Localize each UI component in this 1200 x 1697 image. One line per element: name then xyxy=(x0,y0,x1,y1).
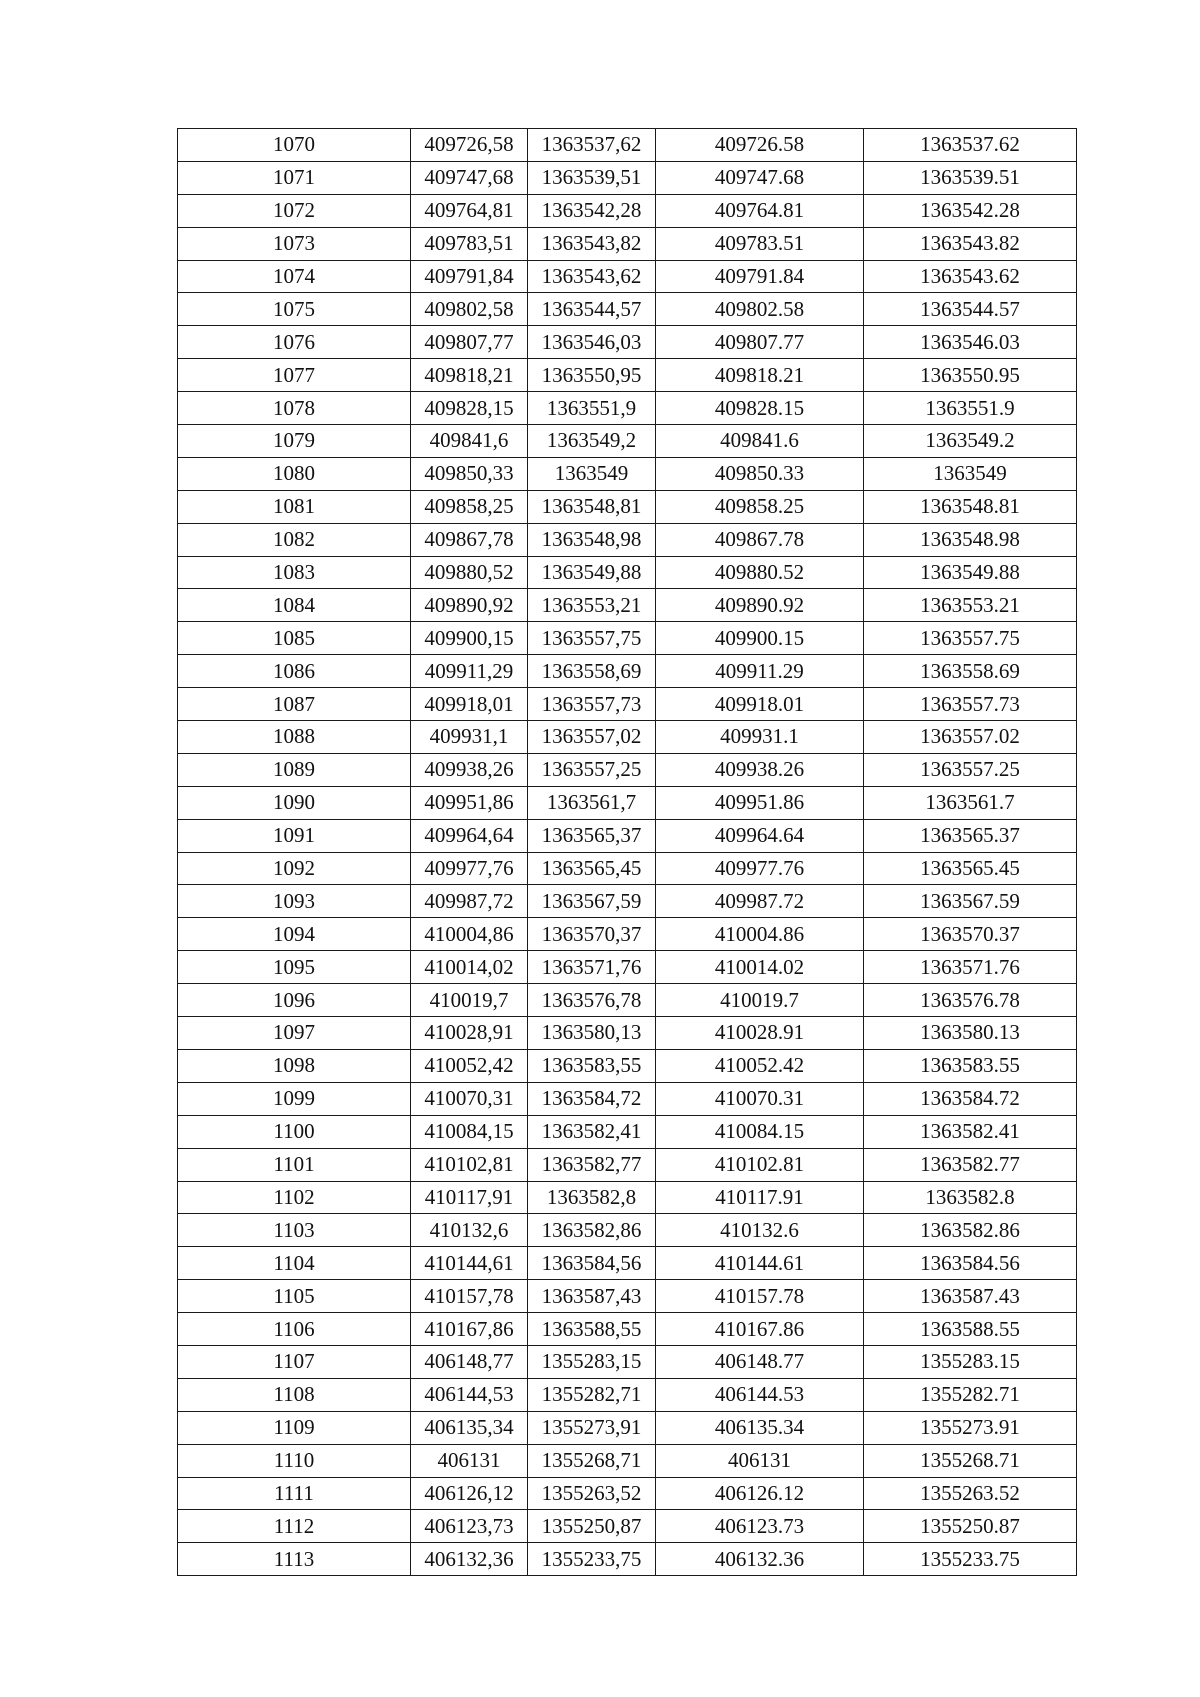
x-dot-cell: 406135.34 xyxy=(656,1411,864,1444)
y-comma-cell: 1363582,41 xyxy=(528,1115,656,1148)
table-row xyxy=(178,622,1077,655)
y-comma-cell: 1363565,45 xyxy=(528,852,656,885)
x-comma-cell: 410004,86 xyxy=(411,918,528,951)
table-row xyxy=(178,753,1077,786)
point-number-cell: 1085 xyxy=(178,622,411,655)
point-number-cell: 1073 xyxy=(178,227,411,260)
y-comma-cell: 1363548,98 xyxy=(528,523,656,556)
y-comma-cell: 1355263,52 xyxy=(528,1477,656,1510)
x-dot-cell: 409802.58 xyxy=(656,293,864,326)
x-dot-cell: 406144.53 xyxy=(656,1378,864,1411)
table-row xyxy=(178,1444,1077,1477)
y-comma-cell: 1355282,71 xyxy=(528,1378,656,1411)
point-number-cell: 1108 xyxy=(178,1378,411,1411)
x-comma-cell: 409918,01 xyxy=(411,688,528,721)
y-dot-cell: 1363561.7 xyxy=(864,786,1077,819)
x-comma-cell: 406132,36 xyxy=(411,1543,528,1576)
coordinates-table xyxy=(177,128,1077,1576)
y-dot-cell: 1363557.75 xyxy=(864,622,1077,655)
x-dot-cell: 410157.78 xyxy=(656,1280,864,1313)
x-dot-cell: 409951.86 xyxy=(656,786,864,819)
y-dot-cell: 1363588.55 xyxy=(864,1313,1077,1346)
x-dot-cell: 409850.33 xyxy=(656,457,864,490)
y-dot-cell: 1363587.43 xyxy=(864,1280,1077,1313)
y-comma-cell: 1363558,69 xyxy=(528,655,656,688)
x-dot-cell: 410014.02 xyxy=(656,951,864,984)
table-row xyxy=(178,1543,1077,1576)
point-number-cell: 1092 xyxy=(178,852,411,885)
y-dot-cell: 1363542.28 xyxy=(864,194,1077,227)
y-comma-cell: 1363565,37 xyxy=(528,819,656,852)
x-comma-cell: 406123,73 xyxy=(411,1510,528,1543)
x-dot-cell: 409726.58 xyxy=(656,129,864,162)
y-comma-cell: 1363584,56 xyxy=(528,1247,656,1280)
point-number-cell: 1105 xyxy=(178,1280,411,1313)
y-dot-cell: 1363582.41 xyxy=(864,1115,1077,1148)
point-number-cell: 1075 xyxy=(178,293,411,326)
point-number-cell: 1074 xyxy=(178,260,411,293)
x-comma-cell: 409764,81 xyxy=(411,194,528,227)
point-number-cell: 1099 xyxy=(178,1082,411,1115)
x-comma-cell: 409900,15 xyxy=(411,622,528,655)
x-dot-cell: 410052.42 xyxy=(656,1049,864,1082)
y-comma-cell: 1363544,57 xyxy=(528,293,656,326)
y-dot-cell: 1363546.03 xyxy=(864,326,1077,359)
y-dot-cell: 1363553.21 xyxy=(864,589,1077,622)
table-row xyxy=(178,918,1077,951)
y-dot-cell: 1363549.2 xyxy=(864,425,1077,458)
point-number-cell: 1098 xyxy=(178,1049,411,1082)
x-comma-cell: 410014,02 xyxy=(411,951,528,984)
x-comma-cell: 410102,81 xyxy=(411,1148,528,1181)
x-dot-cell: 409791.84 xyxy=(656,260,864,293)
point-number-cell: 1106 xyxy=(178,1313,411,1346)
point-number-cell: 1089 xyxy=(178,753,411,786)
table-row xyxy=(178,523,1077,556)
x-dot-cell: 406131 xyxy=(656,1444,864,1477)
y-comma-cell: 1363576,78 xyxy=(528,984,656,1017)
point-number-cell: 1088 xyxy=(178,721,411,754)
x-dot-cell: 409828.15 xyxy=(656,392,864,425)
table-row xyxy=(178,194,1077,227)
y-dot-cell: 1355282.71 xyxy=(864,1378,1077,1411)
x-comma-cell: 409828,15 xyxy=(411,392,528,425)
x-comma-cell: 410052,42 xyxy=(411,1049,528,1082)
y-dot-cell: 1363584.72 xyxy=(864,1082,1077,1115)
table-row xyxy=(178,1510,1077,1543)
table-row xyxy=(178,819,1077,852)
y-comma-cell: 1363553,21 xyxy=(528,589,656,622)
x-comma-cell: 409964,64 xyxy=(411,819,528,852)
x-comma-cell: 406131 xyxy=(411,1444,528,1477)
x-dot-cell: 409911.29 xyxy=(656,655,864,688)
table-row xyxy=(178,359,1077,392)
y-comma-cell: 1363542,28 xyxy=(528,194,656,227)
y-comma-cell: 1363549,88 xyxy=(528,556,656,589)
table-row xyxy=(178,885,1077,918)
table-row xyxy=(178,326,1077,359)
x-comma-cell: 409931,1 xyxy=(411,721,528,754)
point-number-cell: 1094 xyxy=(178,918,411,951)
table-row xyxy=(178,1115,1077,1148)
x-comma-cell: 406144,53 xyxy=(411,1378,528,1411)
point-number-cell: 1095 xyxy=(178,951,411,984)
x-dot-cell: 409890.92 xyxy=(656,589,864,622)
x-comma-cell: 409850,33 xyxy=(411,457,528,490)
point-number-cell: 1078 xyxy=(178,392,411,425)
x-dot-cell: 410117.91 xyxy=(656,1181,864,1214)
y-dot-cell: 1363557.02 xyxy=(864,721,1077,754)
table-row xyxy=(178,721,1077,754)
y-dot-cell: 1355233.75 xyxy=(864,1543,1077,1576)
y-comma-cell: 1363557,75 xyxy=(528,622,656,655)
x-comma-cell: 410028,91 xyxy=(411,1017,528,1050)
table-row xyxy=(178,1214,1077,1247)
y-comma-cell: 1363570,37 xyxy=(528,918,656,951)
x-dot-cell: 406132.36 xyxy=(656,1543,864,1576)
y-comma-cell: 1363549 xyxy=(528,457,656,490)
y-comma-cell: 1363543,82 xyxy=(528,227,656,260)
y-dot-cell: 1363583.55 xyxy=(864,1049,1077,1082)
y-comma-cell: 1363543,62 xyxy=(528,260,656,293)
table-row xyxy=(178,1280,1077,1313)
y-comma-cell: 1363548,81 xyxy=(528,490,656,523)
x-comma-cell: 410132,6 xyxy=(411,1214,528,1247)
y-dot-cell: 1363570.37 xyxy=(864,918,1077,951)
y-dot-cell: 1363565.45 xyxy=(864,852,1077,885)
y-comma-cell: 1363557,73 xyxy=(528,688,656,721)
x-comma-cell: 410084,15 xyxy=(411,1115,528,1148)
point-number-cell: 1080 xyxy=(178,457,411,490)
point-number-cell: 1082 xyxy=(178,523,411,556)
y-dot-cell: 1363544.57 xyxy=(864,293,1077,326)
y-dot-cell: 1363584.56 xyxy=(864,1247,1077,1280)
coordinates-table-body xyxy=(178,129,1077,1576)
point-number-cell: 1086 xyxy=(178,655,411,688)
y-comma-cell: 1355250,87 xyxy=(528,1510,656,1543)
x-dot-cell: 409867.78 xyxy=(656,523,864,556)
point-number-cell: 1072 xyxy=(178,194,411,227)
y-dot-cell: 1363543.82 xyxy=(864,227,1077,260)
point-number-cell: 1100 xyxy=(178,1115,411,1148)
y-dot-cell: 1355268.71 xyxy=(864,1444,1077,1477)
y-comma-cell: 1363571,76 xyxy=(528,951,656,984)
point-number-cell: 1079 xyxy=(178,425,411,458)
table-row xyxy=(178,1181,1077,1214)
x-comma-cell: 410070,31 xyxy=(411,1082,528,1115)
point-number-cell: 1096 xyxy=(178,984,411,1017)
x-dot-cell: 409938.26 xyxy=(656,753,864,786)
x-dot-cell: 409900.15 xyxy=(656,622,864,655)
y-dot-cell: 1363582.86 xyxy=(864,1214,1077,1247)
y-comma-cell: 1363567,59 xyxy=(528,885,656,918)
y-dot-cell: 1363571.76 xyxy=(864,951,1077,984)
x-dot-cell: 410167.86 xyxy=(656,1313,864,1346)
y-dot-cell: 1355250.87 xyxy=(864,1510,1077,1543)
x-comma-cell: 409911,29 xyxy=(411,655,528,688)
y-dot-cell: 1363557.73 xyxy=(864,688,1077,721)
point-number-cell: 1097 xyxy=(178,1017,411,1050)
table-row xyxy=(178,293,1077,326)
point-number-cell: 1076 xyxy=(178,326,411,359)
x-comma-cell: 410167,86 xyxy=(411,1313,528,1346)
x-comma-cell: 409951,86 xyxy=(411,786,528,819)
x-dot-cell: 410019.7 xyxy=(656,984,864,1017)
point-number-cell: 1093 xyxy=(178,885,411,918)
x-comma-cell: 410157,78 xyxy=(411,1280,528,1313)
y-comma-cell: 1363550,95 xyxy=(528,359,656,392)
point-number-cell: 1091 xyxy=(178,819,411,852)
y-comma-cell: 1355273,91 xyxy=(528,1411,656,1444)
x-dot-cell: 409807.77 xyxy=(656,326,864,359)
y-comma-cell: 1363557,02 xyxy=(528,721,656,754)
table-row xyxy=(178,688,1077,721)
point-number-cell: 1103 xyxy=(178,1214,411,1247)
x-comma-cell: 409880,52 xyxy=(411,556,528,589)
y-dot-cell: 1363539.51 xyxy=(864,161,1077,194)
x-comma-cell: 409977,76 xyxy=(411,852,528,885)
table-row xyxy=(178,1148,1077,1181)
point-number-cell: 1071 xyxy=(178,161,411,194)
point-number-cell: 1104 xyxy=(178,1247,411,1280)
y-dot-cell: 1363582.8 xyxy=(864,1181,1077,1214)
y-dot-cell: 1355283.15 xyxy=(864,1345,1077,1378)
y-comma-cell: 1363587,43 xyxy=(528,1280,656,1313)
y-comma-cell: 1355268,71 xyxy=(528,1444,656,1477)
point-number-cell: 1081 xyxy=(178,490,411,523)
table-row xyxy=(178,161,1077,194)
table-row xyxy=(178,227,1077,260)
x-comma-cell: 409867,78 xyxy=(411,523,528,556)
x-comma-cell: 406148,77 xyxy=(411,1345,528,1378)
table-row xyxy=(178,589,1077,622)
point-number-cell: 1101 xyxy=(178,1148,411,1181)
y-dot-cell: 1355273.91 xyxy=(864,1411,1077,1444)
table-row xyxy=(178,425,1077,458)
x-comma-cell: 410019,7 xyxy=(411,984,528,1017)
point-number-cell: 1112 xyxy=(178,1510,411,1543)
x-dot-cell: 409964.64 xyxy=(656,819,864,852)
table-row xyxy=(178,1345,1077,1378)
table-row xyxy=(178,984,1077,1017)
x-dot-cell: 410004.86 xyxy=(656,918,864,951)
table-row xyxy=(178,852,1077,885)
y-comma-cell: 1363551,9 xyxy=(528,392,656,425)
x-comma-cell: 409802,58 xyxy=(411,293,528,326)
point-number-cell: 1077 xyxy=(178,359,411,392)
x-comma-cell: 410144,61 xyxy=(411,1247,528,1280)
table-row xyxy=(178,1378,1077,1411)
y-comma-cell: 1363580,13 xyxy=(528,1017,656,1050)
table-row xyxy=(178,260,1077,293)
y-dot-cell: 1363550.95 xyxy=(864,359,1077,392)
x-comma-cell: 406126,12 xyxy=(411,1477,528,1510)
y-comma-cell: 1363582,77 xyxy=(528,1148,656,1181)
table-row xyxy=(178,655,1077,688)
point-number-cell: 1087 xyxy=(178,688,411,721)
x-dot-cell: 409918.01 xyxy=(656,688,864,721)
table-row xyxy=(178,392,1077,425)
x-dot-cell: 409818.21 xyxy=(656,359,864,392)
x-comma-cell: 409938,26 xyxy=(411,753,528,786)
x-comma-cell: 409841,6 xyxy=(411,425,528,458)
table-row xyxy=(178,786,1077,819)
table-row xyxy=(178,129,1077,162)
x-comma-cell: 409818,21 xyxy=(411,359,528,392)
x-dot-cell: 406126.12 xyxy=(656,1477,864,1510)
y-comma-cell: 1363557,25 xyxy=(528,753,656,786)
point-number-cell: 1083 xyxy=(178,556,411,589)
table-row xyxy=(178,1247,1077,1280)
table-row xyxy=(178,1049,1077,1082)
point-number-cell: 1109 xyxy=(178,1411,411,1444)
x-comma-cell: 409791,84 xyxy=(411,260,528,293)
y-comma-cell: 1363539,51 xyxy=(528,161,656,194)
y-comma-cell: 1363537,62 xyxy=(528,129,656,162)
y-comma-cell: 1363588,55 xyxy=(528,1313,656,1346)
y-dot-cell: 1363548.81 xyxy=(864,490,1077,523)
point-number-cell: 1111 xyxy=(178,1477,411,1510)
y-comma-cell: 1363561,7 xyxy=(528,786,656,819)
x-dot-cell: 409931.1 xyxy=(656,721,864,754)
y-dot-cell: 1363558.69 xyxy=(864,655,1077,688)
x-comma-cell: 409807,77 xyxy=(411,326,528,359)
y-comma-cell: 1363582,8 xyxy=(528,1181,656,1214)
x-dot-cell: 409841.6 xyxy=(656,425,864,458)
point-number-cell: 1113 xyxy=(178,1543,411,1576)
table-row xyxy=(178,1082,1077,1115)
table-row xyxy=(178,951,1077,984)
y-dot-cell: 1363551.9 xyxy=(864,392,1077,425)
x-dot-cell: 409880.52 xyxy=(656,556,864,589)
y-comma-cell: 1355283,15 xyxy=(528,1345,656,1378)
point-number-cell: 1084 xyxy=(178,589,411,622)
x-dot-cell: 409858.25 xyxy=(656,490,864,523)
x-dot-cell: 409764.81 xyxy=(656,194,864,227)
x-dot-cell: 406123.73 xyxy=(656,1510,864,1543)
x-dot-cell: 410028.91 xyxy=(656,1017,864,1050)
table-row xyxy=(178,1411,1077,1444)
y-comma-cell: 1363582,86 xyxy=(528,1214,656,1247)
point-number-cell: 1070 xyxy=(178,129,411,162)
point-number-cell: 1110 xyxy=(178,1444,411,1477)
point-number-cell: 1107 xyxy=(178,1345,411,1378)
y-dot-cell: 1363565.37 xyxy=(864,819,1077,852)
y-dot-cell: 1363557.25 xyxy=(864,753,1077,786)
x-comma-cell: 409858,25 xyxy=(411,490,528,523)
x-comma-cell: 410117,91 xyxy=(411,1181,528,1214)
x-comma-cell: 409747,68 xyxy=(411,161,528,194)
x-comma-cell: 409726,58 xyxy=(411,129,528,162)
table-row xyxy=(178,457,1077,490)
table-row xyxy=(178,1313,1077,1346)
y-dot-cell: 1363549.88 xyxy=(864,556,1077,589)
x-dot-cell: 410102.81 xyxy=(656,1148,864,1181)
y-dot-cell: 1363580.13 xyxy=(864,1017,1077,1050)
y-comma-cell: 1355233,75 xyxy=(528,1543,656,1576)
x-comma-cell: 406135,34 xyxy=(411,1411,528,1444)
y-comma-cell: 1363549,2 xyxy=(528,425,656,458)
x-dot-cell: 409987.72 xyxy=(656,885,864,918)
table-row xyxy=(178,1017,1077,1050)
point-number-cell: 1102 xyxy=(178,1181,411,1214)
x-dot-cell: 410084.15 xyxy=(656,1115,864,1148)
table-row xyxy=(178,490,1077,523)
y-dot-cell: 1363543.62 xyxy=(864,260,1077,293)
x-dot-cell: 409783.51 xyxy=(656,227,864,260)
table-row xyxy=(178,1477,1077,1510)
table-row xyxy=(178,556,1077,589)
y-dot-cell: 1355263.52 xyxy=(864,1477,1077,1510)
x-dot-cell: 409977.76 xyxy=(656,852,864,885)
y-dot-cell: 1363537.62 xyxy=(864,129,1077,162)
point-number-cell: 1090 xyxy=(178,786,411,819)
x-dot-cell: 409747.68 xyxy=(656,161,864,194)
x-comma-cell: 409890,92 xyxy=(411,589,528,622)
x-dot-cell: 406148.77 xyxy=(656,1345,864,1378)
x-comma-cell: 409987,72 xyxy=(411,885,528,918)
y-dot-cell: 1363576.78 xyxy=(864,984,1077,1017)
x-comma-cell: 409783,51 xyxy=(411,227,528,260)
x-dot-cell: 410132.6 xyxy=(656,1214,864,1247)
y-dot-cell: 1363549 xyxy=(864,457,1077,490)
y-comma-cell: 1363546,03 xyxy=(528,326,656,359)
x-dot-cell: 410144.61 xyxy=(656,1247,864,1280)
y-comma-cell: 1363583,55 xyxy=(528,1049,656,1082)
y-dot-cell: 1363567.59 xyxy=(864,885,1077,918)
y-comma-cell: 1363584,72 xyxy=(528,1082,656,1115)
x-dot-cell: 410070.31 xyxy=(656,1082,864,1115)
y-dot-cell: 1363548.98 xyxy=(864,523,1077,556)
y-dot-cell: 1363582.77 xyxy=(864,1148,1077,1181)
